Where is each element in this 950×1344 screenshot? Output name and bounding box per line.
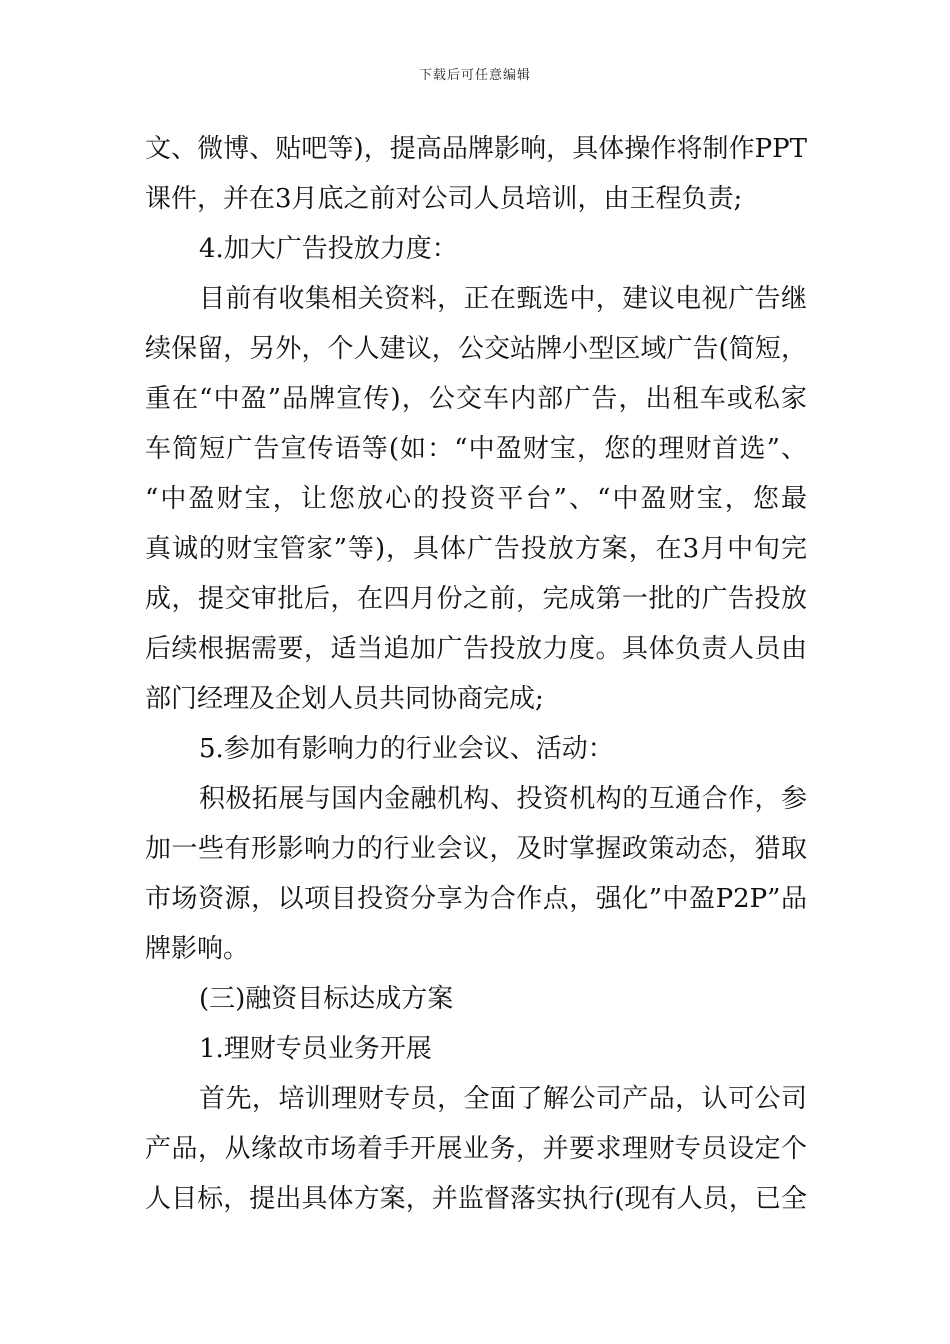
text-line: 真诚的财宝管家”等)，具体广告投放方案，在3月中旬完 bbox=[145, 534, 807, 564]
text-line: 产品，从缘故市场着手开展业务，并要求理财专员设定个 bbox=[145, 1134, 807, 1164]
text-line: 市场资源，以项目投资分享为合作点，强化”中盈P2P”品 bbox=[145, 884, 807, 914]
text-line: 重在“中盈”品牌宣传)，公交车内部广告，出租车或私家 bbox=[145, 384, 807, 414]
text-line: 课件，并在3月底之前对公司人员培训，由王程负责; bbox=[145, 184, 743, 214]
text-line: 目前有收集相关资料，正在甄选中，建议电视广告继 bbox=[199, 284, 807, 314]
text-line: 车简短广告宣传语等(如：“中盈财宝，您的理财首选”、 bbox=[145, 434, 807, 464]
text-line: 文、微博、贴吧等)，提高品牌影响，具体操作将制作PPT bbox=[145, 134, 807, 164]
section-heading: 1.理财专员业务开展 bbox=[199, 1034, 432, 1064]
section-heading: 5.参加有影响力的行业会议、活动： bbox=[199, 734, 614, 764]
text-line: 牌影响。 bbox=[145, 934, 250, 964]
text-line: 成，提交审批后，在四月份之前，完成第一批的广告投放 bbox=[145, 584, 807, 614]
text-line: 首先，培训理财专员，全面了解公司产品，认可公司 bbox=[199, 1084, 807, 1114]
text-line: 积极拓展与国内金融机构、投资机构的互通合作，参 bbox=[199, 784, 807, 814]
text-line: 部门经理及企划人员共同协商完成; bbox=[145, 684, 544, 714]
page-header: 下载后可任意编辑 bbox=[418, 68, 531, 83]
text-line: “中盈财宝，让您放心的投资平台”、“中盈财宝，您最 bbox=[145, 484, 807, 514]
text-line: 后续根据需要，适当追加广告投放力度。具体负责人员由 bbox=[145, 634, 807, 664]
section-heading: 4.加大广告投放力度： bbox=[199, 234, 458, 264]
text-line: 人目标，提出具体方案，并监督落实执行(现有人员，已全 bbox=[145, 1184, 807, 1214]
text-line: 续保留，另外，个人建议，公交站牌小型区域广告(简短， bbox=[145, 334, 807, 364]
document-body bbox=[145, 124, 807, 1224]
section-heading: (三)融资目标达成方案 bbox=[199, 984, 454, 1014]
text-line: 加一些有形影响力的行业会议，及时掌握政策动态，猎取 bbox=[145, 834, 807, 864]
